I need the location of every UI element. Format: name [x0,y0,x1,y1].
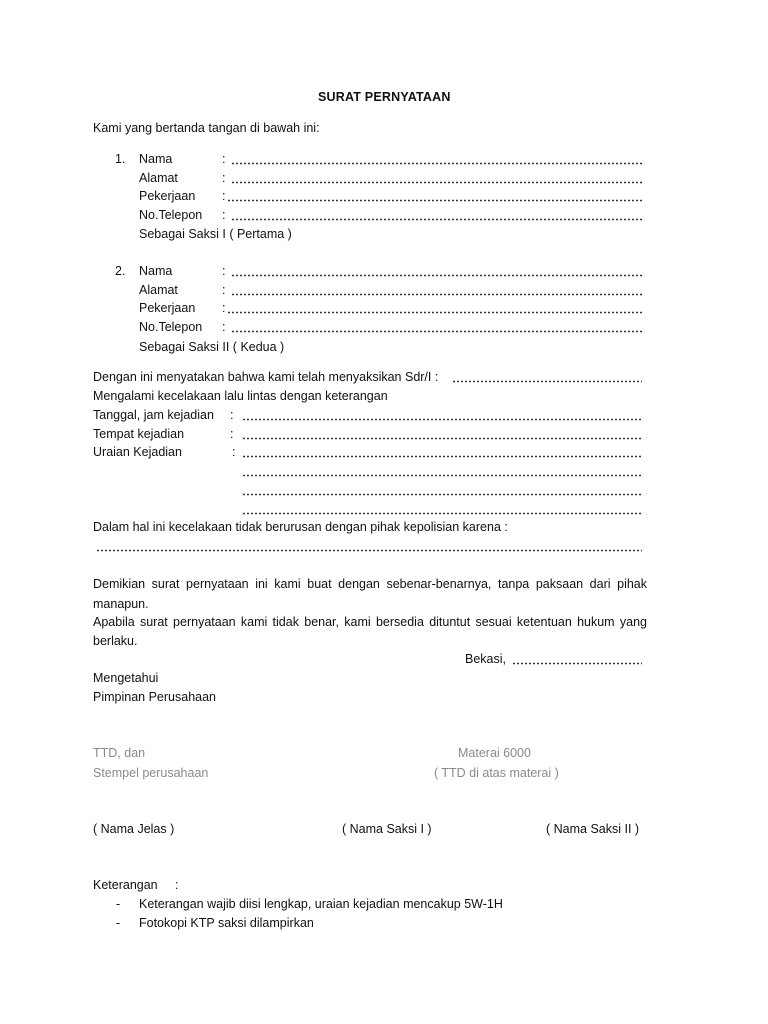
description-label: Uraian Kejadian [93,445,182,459]
witness-1-name-field[interactable] [231,153,642,165]
witness-1-number: 1. [115,152,126,166]
document-title: SURAT PERNYATAAN [318,90,451,104]
colon: : [230,427,234,441]
description-field-line-4[interactable] [242,503,642,515]
note-item: Fotokopi KTP saksi dilampirkan [139,916,314,930]
note-item: Keterangan wajib diisi lengkap, uraian kejadian mencakup 5W-1H [139,897,503,911]
closing-paragraph-2-line-1: Apabila surat pernyataan kami tidak benar, kami bersedia dituntut sesuai ketentuan hukum yang [93,615,647,629]
witness-2-name-field[interactable] [231,265,642,277]
intro-text: Kami yang bertanda tangan di bawah ini: [93,121,320,135]
colon: : [222,152,226,166]
statement-text: Dengan ini menyatakan bahwa kami telah menyaksikan Sdr/I : [93,370,439,384]
colon: : [222,283,226,297]
clear-name-placeholder: ( Nama Jelas ) [93,822,175,836]
police-text: Dalam hal ini kecelakaan tidak berurusan dengan pihak kepolisian karena : [93,520,508,534]
witness-2-phone-label: No.Telepon [139,320,203,334]
colon: : [222,301,226,315]
witness-2-number: 2. [115,264,126,278]
closing-paragraph-1-line-1: Demikian surat pernyataan ini kami buat dengan sebenar-benarnya, tanpa paksaan dari pihak [93,577,647,591]
signature-note-left-2: Stempel perusahaan [93,766,209,780]
colon: : [222,320,226,334]
place-date-label: Bekasi, [465,652,506,666]
closing-paragraph-2-line-2: berlaku. [93,634,138,648]
description-field-line-3[interactable] [242,484,642,496]
datetime-field[interactable] [242,409,642,421]
colon: : [222,189,226,203]
witness-1-name-placeholder: ( Nama Saksi I ) [342,822,432,836]
description-field-line-2[interactable] [242,465,642,477]
colon: : [232,445,236,459]
witness-1-name-label: Nama [139,152,173,166]
description-field-line-1[interactable] [242,446,642,458]
subject-name-field[interactable] [452,371,642,383]
company-head-label: Pimpinan Perusahaan [93,690,216,704]
signature-note-left-1: TTD, dan [93,746,146,760]
witness-2-job-field[interactable] [227,302,642,314]
place-field[interactable] [242,428,642,440]
stamp-duty-note: Materai 6000 [458,746,531,760]
witness-2-name-placeholder: ( Nama Saksi II ) [546,822,640,836]
witness-2-address-label: Alamat [139,283,178,297]
witness-2-phone-field[interactable] [231,321,642,333]
bullet-icon: - [116,897,121,911]
colon: : [222,264,226,278]
colon: : [222,208,226,222]
stamp-duty-sign-note: ( TTD di atas materai ) [434,766,559,780]
witness-1-job-field[interactable] [227,190,642,202]
witness-2-job-label: Pekerjaan [139,301,196,315]
date-field[interactable] [512,653,642,665]
place-label: Tempat kejadian [93,427,185,441]
witness-1-phone-field[interactable] [231,209,642,221]
closing-paragraph-1-line-2: manapun. [93,597,149,611]
accident-text: Mengalami kecelakaan lalu lintas dengan keterangan [93,389,388,403]
datetime-label: Tanggal, jam kejadian [93,408,214,422]
witness-1-address-label: Alamat [139,171,178,185]
police-reason-field[interactable] [96,540,642,552]
witness-1-phone-label: No.Telepon [139,208,203,222]
colon: : [222,171,226,185]
witness-1-role: Sebagai Saksi I ( Pertama ) [139,227,292,241]
witness-2-name-label: Nama [139,264,173,278]
witness-2-role: Sebagai Saksi II ( Kedua ) [139,340,285,354]
bullet-icon: - [116,916,121,930]
colon: : [230,408,234,422]
notes-colon: : [175,878,179,892]
acknowledged-label: Mengetahui [93,671,159,685]
witness-1-address-field[interactable] [231,172,642,184]
notes-label: Keterangan [93,878,158,892]
witness-2-address-field[interactable] [231,284,642,296]
witness-1-job-label: Pekerjaan [139,189,196,203]
